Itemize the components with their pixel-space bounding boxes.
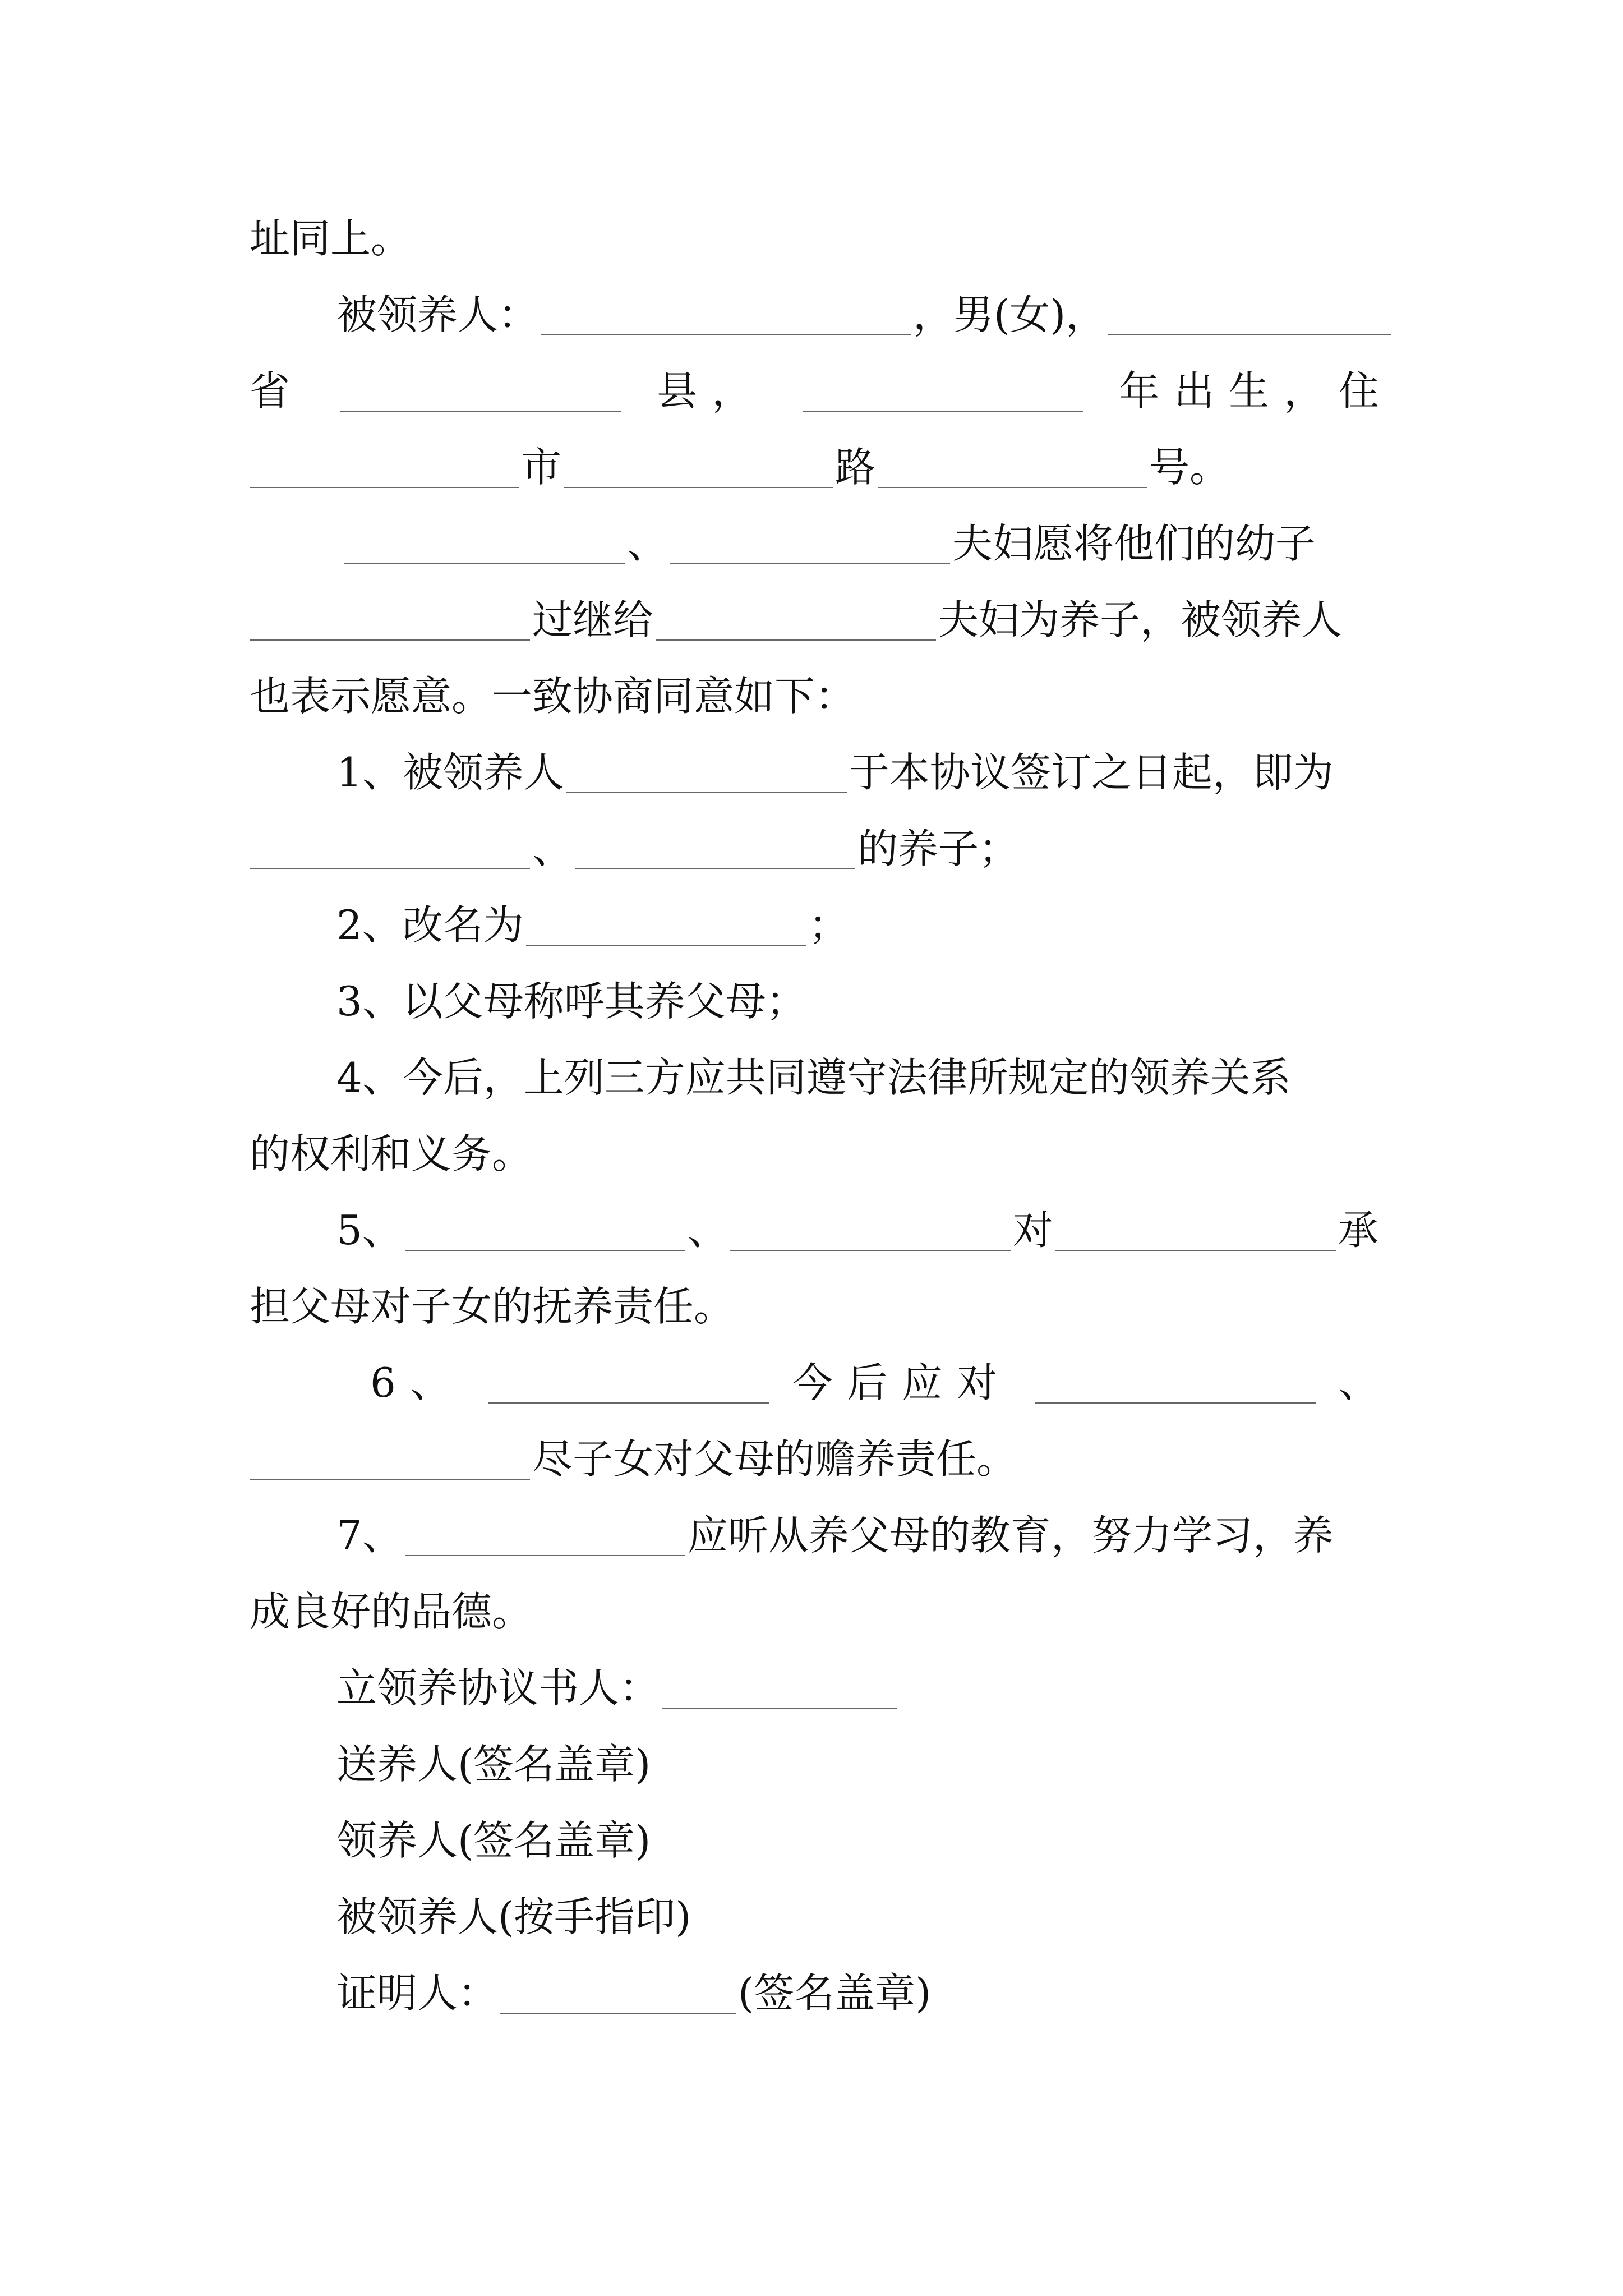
blank-parent-2[interactable] <box>670 523 950 564</box>
text-gender: ，男(女)， <box>913 291 1106 338</box>
text-semicolon: ； <box>808 901 849 949</box>
text-adopted-son: 的养子； <box>857 825 1020 872</box>
text: 3、以父母称呼其养父母； <box>336 978 806 1025</box>
text-item6: 6、 <box>370 1359 465 1406</box>
blank-road[interactable] <box>564 447 833 488</box>
text-sep: 、 <box>532 825 573 872</box>
blank-province[interactable] <box>1108 294 1391 335</box>
blank-item1-name[interactable] <box>566 752 847 793</box>
text-county: 县， <box>657 367 767 415</box>
text-birth-residence: 年出生，住 <box>1119 367 1394 415</box>
line-item-6-cont <box>250 1428 1394 1490</box>
line-agree <box>250 665 1394 727</box>
blank-item5-father[interactable] <box>405 1209 685 1251</box>
blank-adoptive-mother[interactable] <box>575 828 855 869</box>
text: 的权利和义务。 <box>250 1130 533 1177</box>
blank-adoptive-couple[interactable] <box>656 599 936 641</box>
blank-signatory[interactable] <box>662 1667 897 1709</box>
text-bear: 承 <box>1338 1207 1378 1254</box>
text-as-son: 夫妇为养子，被领养人 <box>938 596 1343 643</box>
text-obey: 应听从养父母的教育，努力学习，养 <box>687 1512 1334 1559</box>
line-city-road <box>250 436 1394 498</box>
text: 成良好的品德。 <box>250 1588 533 1635</box>
text-adopt-to: 过继给 <box>532 596 654 643</box>
line-item-5 <box>336 1199 1394 1261</box>
text: 也表示愿意。一致协商同意如下： <box>250 673 856 720</box>
line-item-4 <box>336 1047 1394 1108</box>
blank-new-name[interactable] <box>526 904 806 946</box>
blank-county[interactable] <box>340 370 621 412</box>
label-adoptee: 被领养人： <box>336 291 539 338</box>
line-adoptee-sign <box>336 1886 1394 1948</box>
blank-item6-child[interactable] <box>488 1362 769 1404</box>
line-item-4-cont <box>250 1123 1394 1185</box>
line-item-7-cont <box>250 1581 1394 1642</box>
blank-item5-mother[interactable] <box>730 1209 1011 1251</box>
line-adopt-to <box>250 589 1394 651</box>
text-from-now: 今后应对 <box>792 1359 1012 1406</box>
text: 址同上。 <box>250 215 412 262</box>
line-address-same <box>250 208 1394 269</box>
label-adoptee-sign: 被领养人(按手指印) <box>336 1893 691 1940</box>
text-couple-willing: 夫妇愿将他们的幼子 <box>952 520 1316 567</box>
label-adopter: 领养人(签名盖章) <box>336 1817 651 1864</box>
line-item-2 <box>336 894 1394 956</box>
blank-birth-year[interactable] <box>803 370 1083 412</box>
text-number: 号。 <box>1149 444 1230 491</box>
text-province: 省 <box>250 367 305 415</box>
text-city: 市 <box>521 444 562 491</box>
blank-witness[interactable] <box>500 1972 736 2014</box>
text: 4、今后，上列三方应共同遵守法律所规定的领养关系 <box>336 1054 1291 1101</box>
line-adopter <box>336 1810 1394 1871</box>
text-road: 路 <box>835 444 876 491</box>
line-witness <box>336 1962 1394 2024</box>
label-relinquisher: 送养人(签名盖章) <box>336 1741 651 1788</box>
line-item-5-cont <box>250 1276 1394 1337</box>
label-witness: 证明人： <box>336 1970 499 2017</box>
text-sep: 、 <box>687 1207 728 1254</box>
blank-adoptive-father[interactable] <box>250 828 530 869</box>
text-sep: 、 <box>1339 1359 1394 1406</box>
line-item-3 <box>336 970 1394 1032</box>
text-toward: 对 <box>1012 1207 1053 1254</box>
blank-number[interactable] <box>878 447 1147 488</box>
blank-item6-father[interactable] <box>1035 1362 1316 1404</box>
text-item1-rest: 于本协议签订之日起，即为 <box>849 749 1334 796</box>
line-relinquisher <box>336 1733 1394 1795</box>
line-province-county <box>250 360 1394 422</box>
line-item-1 <box>336 742 1394 803</box>
blank-item6-mother[interactable] <box>250 1438 530 1480</box>
text-support-duty: 尽子女对父母的赡养责任。 <box>532 1435 1017 1483</box>
text-sep: 、 <box>627 520 668 567</box>
blank-parent-1[interactable] <box>344 523 625 564</box>
line-signatory <box>336 1657 1394 1719</box>
text-item5: 5、 <box>336 1207 403 1254</box>
blank-child-name[interactable] <box>250 599 530 641</box>
text: 担父母对子女的抚养责任。 <box>250 1283 735 1330</box>
line-adoptee <box>336 284 1394 346</box>
line-couple <box>342 513 1394 574</box>
label-signatory: 立领养协议书人： <box>336 1664 660 1711</box>
line-item-7 <box>336 1504 1394 1566</box>
text-item1: 1、被领养人 <box>336 749 564 796</box>
blank-item5-child[interactable] <box>1055 1209 1336 1251</box>
text-item2: 2、改名为 <box>336 901 524 949</box>
line-item-6 <box>370 1352 1394 1414</box>
blank-item7-child[interactable] <box>405 1515 685 1556</box>
line-item-1-cont <box>250 818 1394 880</box>
blank-city[interactable] <box>250 447 519 488</box>
text-item7: 7、 <box>336 1512 403 1559</box>
text-sign-seal: (签名盖章) <box>738 1970 932 2017</box>
blank-adoptee-name[interactable] <box>541 294 911 335</box>
